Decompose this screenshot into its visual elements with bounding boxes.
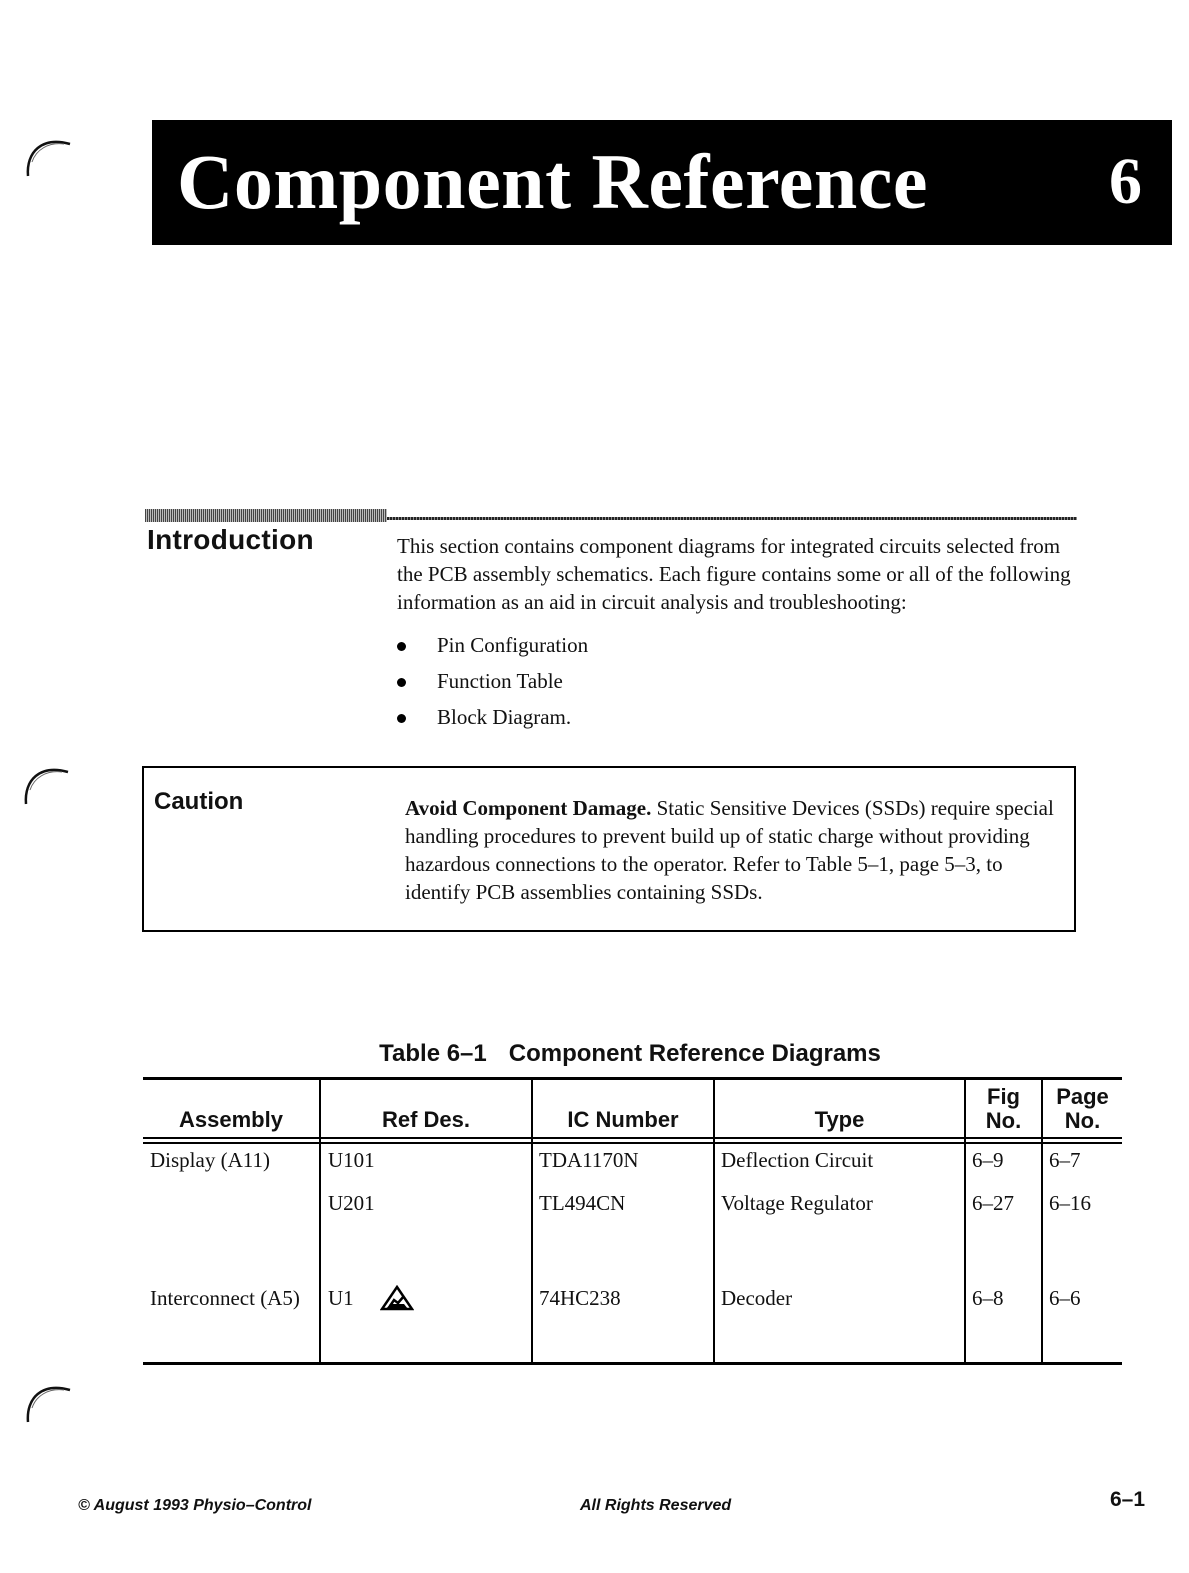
introduction-bullet-list [397,630,588,738]
footer-rights: All Rights Reserved [580,1497,732,1514]
table-cell-ic-number: TL494CN [539,1191,626,1215]
table-cell-fig-no: 6–8 [972,1286,1004,1310]
column-header-fig-line2: No. [985,1108,1022,1133]
column-header-fig-no [966,1085,1041,1133]
chapter-banner [152,120,1172,245]
table-cell-page-no: 6–16 [1049,1191,1091,1215]
table-cell-fig-no: 6–9 [972,1148,1004,1172]
table-cell-assembly: Display (A11) [150,1148,270,1172]
list-item [397,666,588,702]
binder-hole-mark-icon [24,132,74,180]
table-caption [0,1040,1189,1068]
table-cell-ref-des: U201 [328,1191,375,1215]
introduction-text: This section contains component diagrams for integrated circuits selected from the PCB assembly schematics. Each figure contains some or all of the following information as an aid in circuit analysis and troubleshooting: [397,534,1071,614]
column-header-ref-des: Ref Des. [381,1107,471,1132]
section-rule [387,517,1077,520]
caution-body: Static Sensitive Devices (SSDs) require special handling procedures to prevent build up of static charge without providing hazardous connections to the operator. Refer to Table 5–1, page 5–3, to identify PCB assemblies containing SSDs. [405,796,1054,904]
page-number: 6–1 [1110,1488,1146,1511]
table-cell-ic-number: TDA1170N [539,1148,639,1172]
binder-hole-mark-icon [24,1378,74,1426]
column-header-fig-line1: Fig [987,1084,1020,1109]
table-cell-assembly: Interconnect (A5) [150,1286,300,1310]
table-cell-ref-des: U101 [328,1148,375,1172]
table-cell-type: Deflection Circuit [721,1148,874,1172]
table-top-rule [143,1077,1122,1080]
table-cell-ref-des: U1 [328,1286,354,1310]
table-cell-type: Decoder [721,1286,793,1310]
column-header-page-no [1043,1085,1122,1133]
esd-warning-icon [380,1285,414,1311]
list-item [397,630,588,666]
binder-hole-mark-icon [22,760,72,808]
list-item-text: Pin Configuration [437,633,589,657]
footer-copyright: © August 1993 Physio–Control [78,1497,312,1514]
caution-lead: Avoid Component Damage. [405,796,652,820]
table-header-rule [143,1142,1122,1144]
table-bottom-rule [143,1362,1122,1365]
list-item-text: Block Diagram. [437,705,572,729]
bullet-icon [397,678,406,687]
section-rule-shaded [145,509,387,522]
introduction-heading: Introduction [147,524,314,555]
column-header-page-line1: Page [1056,1084,1109,1109]
caution-text [405,794,1055,906]
caution-box [142,766,1076,932]
bullet-icon [397,714,406,723]
column-header-page-line2: No. [1064,1108,1101,1133]
list-item-text: Function Table [437,669,563,693]
table-cell-fig-no: 6–27 [972,1191,1014,1215]
caution-label: Caution [154,788,244,815]
column-header-assembly: Assembly [179,1107,283,1132]
list-item [397,702,588,738]
column-header-ic-number: IC Number [567,1107,679,1132]
bullet-icon [397,642,406,651]
table-cell-page-no: 6–7 [1049,1148,1081,1172]
chapter-title: Component Reference [177,138,929,225]
chapter-number: 6 [1109,145,1142,218]
table-cell-page-no: 6–6 [1049,1286,1081,1310]
table-caption-title: Component Reference Diagrams [508,1040,881,1067]
column-header-type: Type [814,1107,865,1132]
table-header-rule [143,1137,1122,1139]
table-caption-number: Table 6–1 [379,1040,487,1067]
table-cell-type: Voltage Regulator [721,1191,873,1215]
table-cell-ic-number: 74HC238 [539,1286,621,1310]
